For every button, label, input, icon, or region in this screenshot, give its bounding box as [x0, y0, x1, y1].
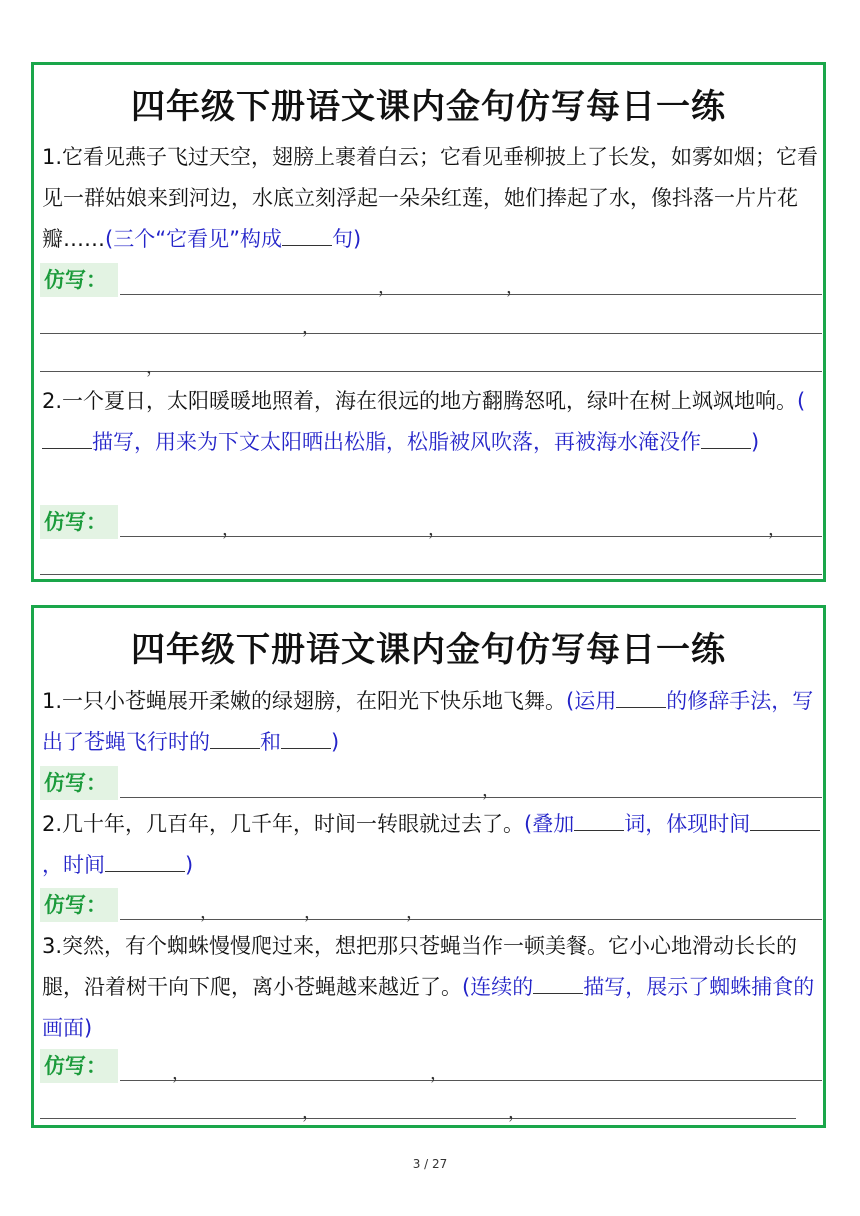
card-title: 四年级下册语文课内金句仿写每日一练	[131, 630, 726, 670]
question-hint: ，时间	[42, 853, 105, 877]
question-2	[42, 381, 822, 463]
comma-mark: ，	[482, 780, 500, 801]
practice-label: 仿写：	[40, 1049, 118, 1083]
practice-label: 仿写：	[40, 888, 118, 922]
question-hint: 词，体现时间	[624, 812, 751, 836]
question-text: 2.一个夏日，太阳暖暖地照着，海在很远的地方翻腾怒吼，绿叶在树上飒飒地响。	[42, 389, 798, 413]
question-1	[42, 137, 822, 260]
comma-mark: ，	[768, 519, 786, 540]
question-hint: )	[185, 853, 194, 877]
comma-mark: ，	[378, 277, 396, 298]
fill-blank[interactable]	[42, 424, 92, 449]
practice-label: 仿写：	[40, 263, 118, 297]
question-3	[42, 926, 822, 1049]
writing-line[interactable]	[120, 919, 822, 920]
fill-blank[interactable]	[701, 424, 751, 449]
comma-mark: ，	[146, 357, 164, 378]
fill-blank[interactable]	[210, 724, 260, 749]
practice-label: 仿写：	[40, 766, 118, 800]
fill-blank[interactable]	[282, 221, 332, 246]
comma-mark: ，	[428, 519, 446, 540]
question-hint: )	[751, 430, 760, 454]
writing-line[interactable]	[120, 1080, 822, 1081]
writing-line[interactable]	[120, 797, 822, 798]
question-hint: (运用	[566, 689, 617, 713]
practice-area	[40, 263, 822, 297]
fill-blank[interactable]	[281, 724, 331, 749]
question-hint: 描写，展示了蜘蛛捕食的画面)	[42, 975, 815, 1040]
question-hint: (三个“它看见”构成	[105, 227, 282, 251]
exercise-card-2	[31, 605, 826, 1128]
question-text: 1.它看见燕子飞过天空，翅膀上裹着白云；它看见垂柳披上了长发，如雾如烟；它看见一群姑娘来到河边，水底立刻浮起一朵朵红莲，她们捧起了水，像抖落一片片花瓣……	[42, 145, 819, 251]
question-hint: (连续的	[462, 975, 534, 999]
writing-line[interactable]	[120, 294, 822, 295]
comma-mark: ，	[506, 277, 524, 298]
card-title: 四年级下册语文课内金句仿写每日一练	[131, 87, 726, 127]
writing-line[interactable]	[40, 574, 822, 575]
question-text: 3.突然，有个蜘蛛慢慢爬过来，想把那只苍蝇当作一顿美餐。它小心地滑动长长的腿，沿着树干向下爬，离小苍蝇越来越近了。	[42, 934, 798, 999]
question-hint: 和	[260, 730, 281, 754]
comma-mark: ，	[302, 1102, 320, 1123]
question-hint: 句)	[331, 227, 362, 251]
comma-mark: ，	[172, 1063, 190, 1084]
comma-mark: ，	[508, 1102, 526, 1123]
question-text: 2.几十年，几百年，几千年，时间一转眼就过去了。	[42, 812, 525, 836]
practice-area	[40, 888, 822, 922]
comma-mark: ，	[430, 1063, 448, 1084]
fill-blank[interactable]	[533, 969, 583, 994]
question-hint: (	[797, 389, 806, 413]
page-number: 3 / 27	[412, 1157, 448, 1171]
comma-mark: ，	[304, 902, 322, 923]
writing-line[interactable]	[40, 333, 822, 334]
practice-area	[40, 766, 822, 800]
exercise-card-1	[31, 62, 826, 582]
question-text: 1.一只小苍蝇展开柔嫩的绿翅膀，在阳光下快乐地飞舞。	[42, 689, 567, 713]
fill-blank[interactable]	[574, 806, 624, 831]
practice-label: 仿写：	[40, 505, 118, 539]
fill-blank[interactable]	[750, 806, 820, 831]
question-2	[42, 804, 822, 886]
fill-blank[interactable]	[105, 847, 185, 872]
comma-mark: ，	[406, 902, 424, 923]
comma-mark: ，	[200, 902, 218, 923]
comma-mark: ，	[302, 317, 320, 338]
comma-mark: ，	[222, 519, 240, 540]
writing-line[interactable]	[40, 1118, 796, 1119]
question-hint: 的修辞手法，写出了苍蝇飞行时的	[42, 689, 814, 754]
question-hint: )	[331, 730, 340, 754]
fill-blank[interactable]	[616, 683, 666, 708]
question-hint: 描写，用来为下文太阳晒出松脂，松脂被风吹落，再被海水淹没作	[92, 430, 701, 454]
question-hint: (叠加	[524, 812, 575, 836]
question-1	[42, 681, 822, 763]
